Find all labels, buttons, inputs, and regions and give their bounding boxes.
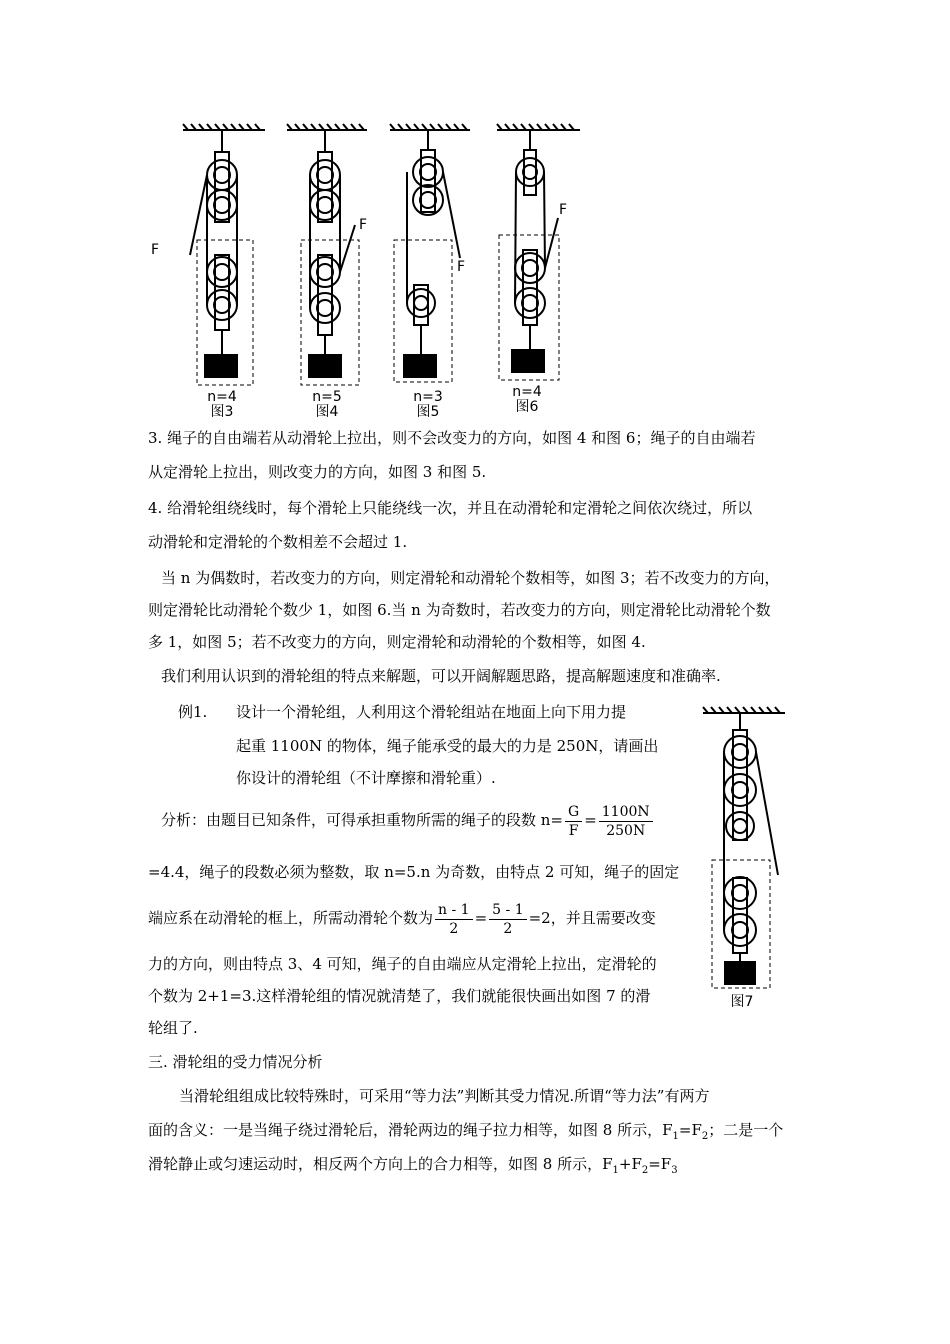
fraction-1100-over-250: $\frac{1100N}{250N}$ [599, 803, 653, 840]
rule-line3: 多 1，如图 5；若不改变力的方向，则定滑轮和动滑轮的个数相等，如图 4. [148, 633, 646, 651]
section3-line1: 当滑轮组组成比较特殊时，可采用“等力法”判断其受力情况.所谓“等力法”有两方 [179, 1087, 710, 1105]
analysis-line2: =4.4，绳子的段数必须为整数，取 n=5.n 为奇数，由特点 2 可知，绳子的固定 [148, 863, 680, 881]
fig4-caption: 图4 [315, 404, 339, 420]
fig3-n-value: n=4 [207, 389, 237, 405]
force-label-fig4: F [358, 217, 368, 233]
fraction-n-minus-1-over-2: $\frac{n - 1}{2}$ [435, 901, 473, 938]
analysis-line1: 分析：由题目已知条件，可得承担重物所需的绳子的段数 n= $\frac{G}{F}$ = $\frac{1100N}{250N}$ [161, 800, 655, 840]
example-label: 例1. [178, 703, 208, 721]
analysis-line6: 轮组了. [148, 1019, 198, 1037]
fig6-n-value: n=4 [512, 384, 542, 400]
force-label-fig6: F [558, 202, 568, 218]
point4-line2: 动滑轮和定滑轮的个数相差不会超过 1. [148, 533, 408, 551]
section3-line3: 滑轮静止或匀速运动时，相反两个方向上的合力相等，如图 8 所示，$F_1+F_2=F_3$ [148, 1155, 678, 1176]
example-line3: 你设计的滑轮组（不计摩擦和滑轮重）. [236, 769, 496, 787]
analysis-line3: 端应系在动滑轮的框上，所需动滑轮个数为 $\frac{n - 1}{2}$ = $\frac{5 - 1}{2}$ =2，并且需要改变 [148, 901, 656, 937]
section-3-heading: 三. 滑轮组的受力情况分析 [148, 1053, 323, 1071]
rule-line2: 则定滑轮比动滑轮个数少 1，如图 6.当 n 为奇数时，若改变力的方向，则定滑轮比动滑轮个数 [148, 601, 771, 619]
fraction-g-over-f: $\frac{G}{F}$ [565, 803, 582, 840]
fig5-caption: 图5 [416, 404, 440, 420]
fig5-n-value: n=3 [413, 389, 443, 405]
analysis-line1-text: 分析：由题目已知条件，可得承担重物所需的绳子的段数 n= [161, 811, 563, 829]
point3-line2: 从定滑轮上拉出，则改变力的方向，如图 3 和图 5. [148, 463, 487, 481]
force-label-fig5: F [456, 259, 466, 275]
analysis-line5: 个数为 2+1=3.这样滑轮组的情况就清楚了，我们就能很快画出如图 7 的滑 [148, 987, 651, 1005]
fig4-n-value: n=5 [312, 389, 342, 405]
point4-line1: 4. 给滑轮组绕线时，每个滑轮上只能绕线一次，并且在动滑轮和定滑轮之间依次绕过，所以 [148, 499, 753, 517]
example-line2: 起重 1100N 的物体，绳子能承受的最大的力是 250N，请画出 [236, 737, 659, 755]
rule-line1: 当 n 为偶数时，若改变力的方向，则定滑轮和动滑轮个数相等，如图 3；若不改变力的方向， [161, 569, 780, 587]
force-label-fig3: F [150, 242, 160, 258]
section3-line2: 面的含义：一是当绳子绕过滑轮后，滑轮两边的绳子拉力相等，如图 8 所示，$F_1=F_2$；二是一个 [148, 1121, 784, 1142]
example-line1: 设计一个滑轮组，人利用这个滑轮组站在地面上向下用力提 [236, 703, 627, 721]
analysis-line4: 力的方向，则由特点 3、4 可知，绳子的自由端应从定滑轮上拉出，定滑轮的 [148, 955, 657, 973]
fraction-5-minus-1-over-2: $\frac{5 - 1}{2}$ [489, 901, 526, 938]
point3-line1: 3. 绳子的自由端若从动滑轮上拉出，则不会改变力的方向，如图 4 和图 6；绳子的自由端若 [148, 429, 756, 447]
summary-line: 我们利用认识到的滑轮组的特点来解题，可以开阔解题思路，提高解题速度和准确率. [161, 667, 721, 685]
fig3-caption: 图3 [210, 404, 234, 420]
fig7-caption: 图7 [730, 994, 754, 1010]
fig6-caption: 图6 [515, 399, 539, 415]
